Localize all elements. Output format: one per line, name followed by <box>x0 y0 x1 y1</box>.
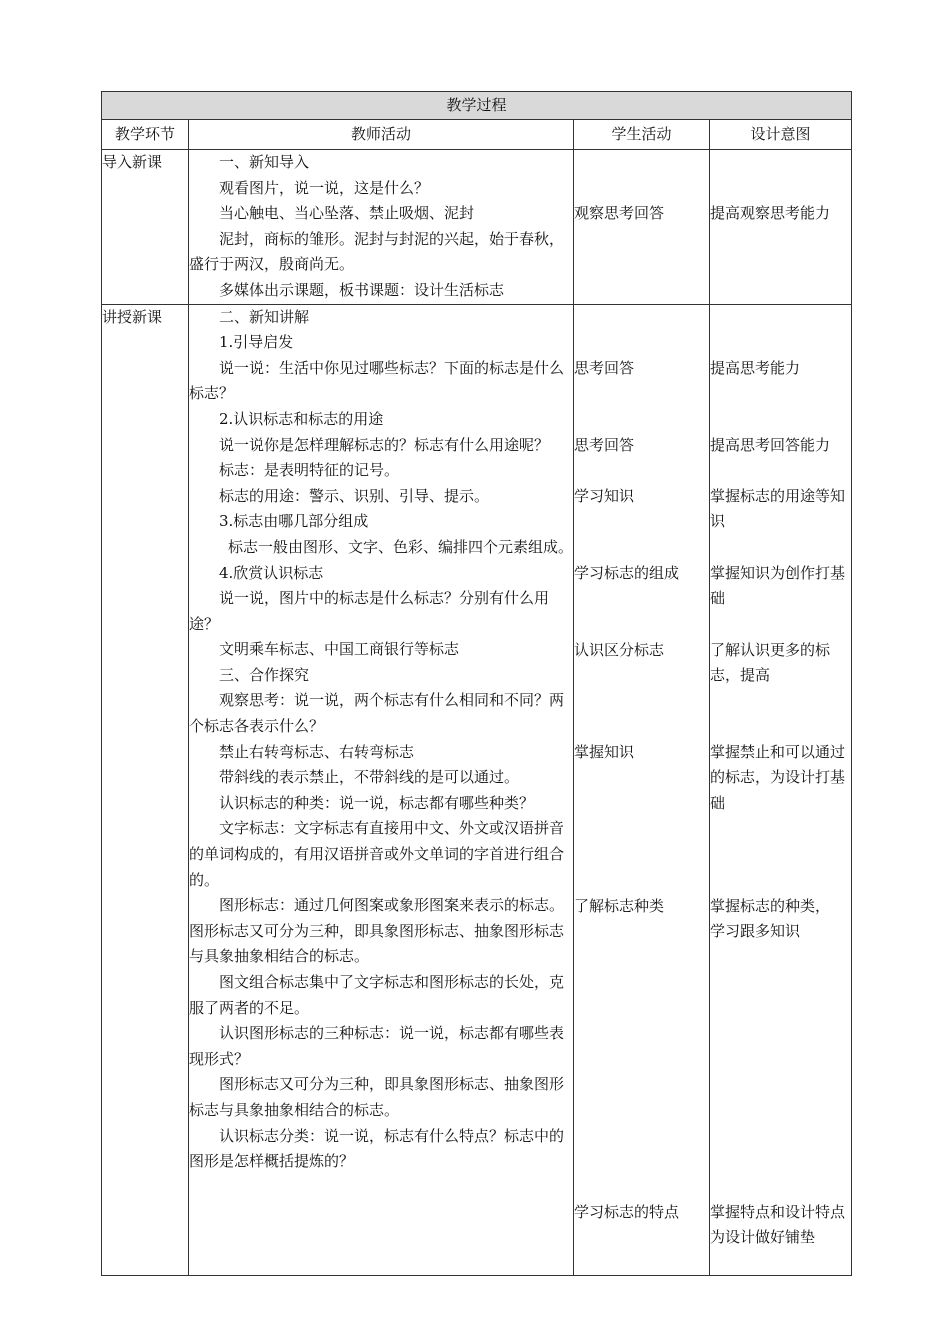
teacher-line: 3.标志由哪几部分组成 <box>219 512 369 531</box>
lesson-row <box>102 304 852 1275</box>
design-intent-text: 提高思考能力 <box>710 358 801 377</box>
lesson-design-intent <box>710 304 852 1275</box>
design-intent-text: 了解认识更多的标志，提高 <box>710 640 831 685</box>
stage-lesson: 讲授新课 <box>102 304 189 1275</box>
table-title: 教学过程 <box>102 92 852 120</box>
teacher-line: 当心触电、当心坠落、禁止吸烟、泥封 <box>219 204 475 223</box>
teacher-line: 4.欣赏认识标志 <box>219 563 324 582</box>
teacher-line: 说一说，图片中的标志是什么标志？分别有什么用途？ <box>189 589 550 633</box>
student-activity-text: 认识区分标志 <box>574 640 665 659</box>
teacher-line: 说一说你是怎样理解标志的？标志有什么用途呢？ <box>219 435 550 454</box>
teacher-line: 1.引导启发 <box>219 333 294 352</box>
student-activity-text: 学习标志的特点 <box>574 1202 680 1221</box>
header-stage: 教学环节 <box>102 120 189 150</box>
header-row <box>102 120 852 150</box>
design-intent-text: 提高观察思考能力 <box>710 204 831 222</box>
teacher-line: 认识标志的种类：说一说，标志都有哪些种类？ <box>219 793 535 812</box>
intro-design-intent <box>710 150 852 305</box>
student-activity-text: 了解标志种类 <box>574 896 665 915</box>
header-teacher: 教师活动 <box>189 120 574 150</box>
teacher-line: 观察思考：说一说，两个标志有什么相同和不同？两个标志各表示什么？ <box>189 691 565 736</box>
teacher-line: 泥封，商标的雏形。泥封与封泥的兴起，始于春秋，盛行于两汉，殷商尚无。 <box>189 229 565 274</box>
lesson-teacher-activity <box>189 304 574 1275</box>
teacher-line: 图形标志：通过几何图案或象形图案来表示的标志。图形标志又可分为三种，即具象图形标志、抽象图形标志与具象抽象相结合的标志。 <box>189 896 565 966</box>
intro-teacher-activity <box>189 150 574 305</box>
header-design: 设计意图 <box>710 120 852 150</box>
teacher-line: 认识标志分类：说一说，标志有什么特点？标志中的图形是怎样概括提炼的？ <box>189 1126 565 1171</box>
student-activity-text: 思考回答 <box>574 435 635 454</box>
intro-row <box>102 150 852 305</box>
student-activity-text: 观察思考回答 <box>574 204 665 222</box>
teacher-line: 文字标志：文字标志有直接用中文、外文或汉语拼音的单词构成的，有用汉语拼音或外文单词的字首进行组合的。 <box>189 819 565 889</box>
student-activity-text: 思考回答 <box>574 358 635 377</box>
teacher-line: 二、新知讲解 <box>219 307 310 326</box>
teacher-line: 带斜线的表示禁止，不带斜线的是可以通过。 <box>219 768 520 787</box>
design-intent-text: 掌握标志的种类，学习跟多知识 <box>710 896 831 941</box>
teacher-line: 标志一般由图形、文字、色彩、编排四个元素组成。 <box>228 537 574 556</box>
teacher-line: 标志：是表明特征的记号。 <box>219 461 400 480</box>
teacher-line: 文明乘车标志、中国工商银行等标志 <box>219 640 460 659</box>
stage-intro: 导入新课 <box>102 150 189 305</box>
teacher-line: 说一说：生活中你见过哪些标志？下面的标志是什么标志？ <box>189 358 565 403</box>
teacher-line: 观看图片，说一说，这是什么？ <box>219 178 430 197</box>
teacher-line: 2.认识标志和标志的用途 <box>219 409 384 428</box>
student-activity-text: 学习知识 <box>574 486 635 505</box>
design-intent-text: 掌握特点和设计特点为设计做好铺垫 <box>710 1202 846 1247</box>
design-intent-text: 掌握知识为创作打基础 <box>710 563 846 608</box>
teacher-line: 图文组合标志集中了文字标志和图形标志的长处，克服了两者的不足。 <box>189 973 565 1017</box>
teacher-line: 认识图形标志的三种标志：说一说，标志都有哪些表现形式？ <box>189 1024 565 1068</box>
teacher-line: 图形标志又可分为三种，即具象图形标志、抽象图形标志与具象抽象相结合的标志。 <box>189 1075 565 1119</box>
teacher-line: 三、合作探究 <box>219 665 310 684</box>
teacher-line: 标志的用途：警示、识别、引导、提示。 <box>219 486 490 505</box>
header-student: 学生活动 <box>574 120 710 150</box>
intro-student-activity <box>574 150 710 305</box>
teacher-line: 禁止右转弯标志、右转弯标志 <box>219 742 415 761</box>
design-intent-text: 提高思考回答能力 <box>710 435 831 454</box>
teacher-line: 一、新知导入 <box>219 153 310 171</box>
design-intent-text: 掌握禁止和可以通过的标志，为设计打基础 <box>710 742 846 812</box>
design-intent-text: 掌握标志的用途等知识 <box>710 486 846 531</box>
student-activity-text: 掌握知识 <box>574 742 635 761</box>
teaching-process-table <box>101 91 852 1276</box>
student-activity-text: 学习标志的组成 <box>574 563 680 582</box>
teacher-line: 多媒体出示课题，板书课题：设计生活标志 <box>219 280 505 299</box>
lesson-student-activity <box>574 304 710 1275</box>
